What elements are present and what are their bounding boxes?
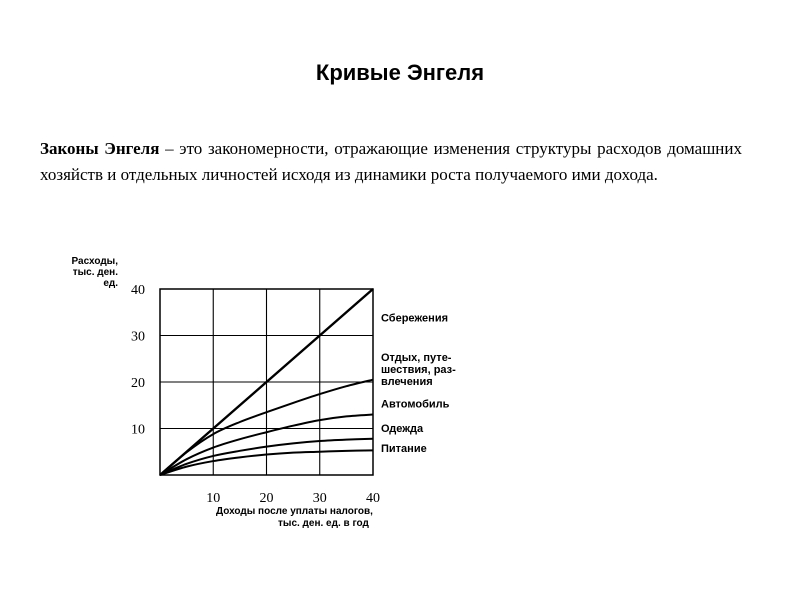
x-axis-label-line: Доходы после уплаты налогов, — [216, 506, 373, 517]
series-label-1: Отдых, путе- — [381, 352, 452, 365]
chart-axes — [72, 256, 380, 529]
y-axis-label-line: Расходы, — [71, 256, 118, 267]
chart-labels — [381, 313, 456, 455]
series-label-4: Питание — [381, 442, 427, 455]
y-tick-label: 10 — [131, 422, 145, 438]
x-tick-label: 30 — [312, 491, 327, 506]
x-axis-label-line: тыс. ден. ед. в год — [278, 518, 369, 529]
definition-term: Законы Энгеля — [40, 139, 160, 158]
y-tick-label: 30 — [131, 329, 145, 345]
y-axis-label-line: ед. — [103, 278, 118, 289]
series-label-0: Сбережения — [381, 312, 448, 325]
series-label-1: шествия, раз- — [381, 364, 456, 377]
series-label-3: Одежда — [381, 423, 424, 436]
series-label-1: влечения — [381, 376, 433, 389]
y-tick-label: 20 — [131, 376, 145, 391]
slide-title: Кривые Энгеля — [315, 60, 485, 85]
x-tick-label: 40 — [366, 491, 380, 506]
y-tick-label: 40 — [131, 283, 145, 298]
x-tick-label: 10 — [206, 491, 221, 506]
y-axis-label-line: тыс. ден. — [72, 267, 118, 278]
x-tick-label: 20 — [259, 491, 274, 506]
series-label-2: Автомобиль — [381, 398, 450, 411]
definition-text: – это закономерности, отражающие изменения структуры расходов домашних хозяйств и отдельных личностей исходя из динамики роста получаемого ими дохода. — [40, 139, 742, 184]
